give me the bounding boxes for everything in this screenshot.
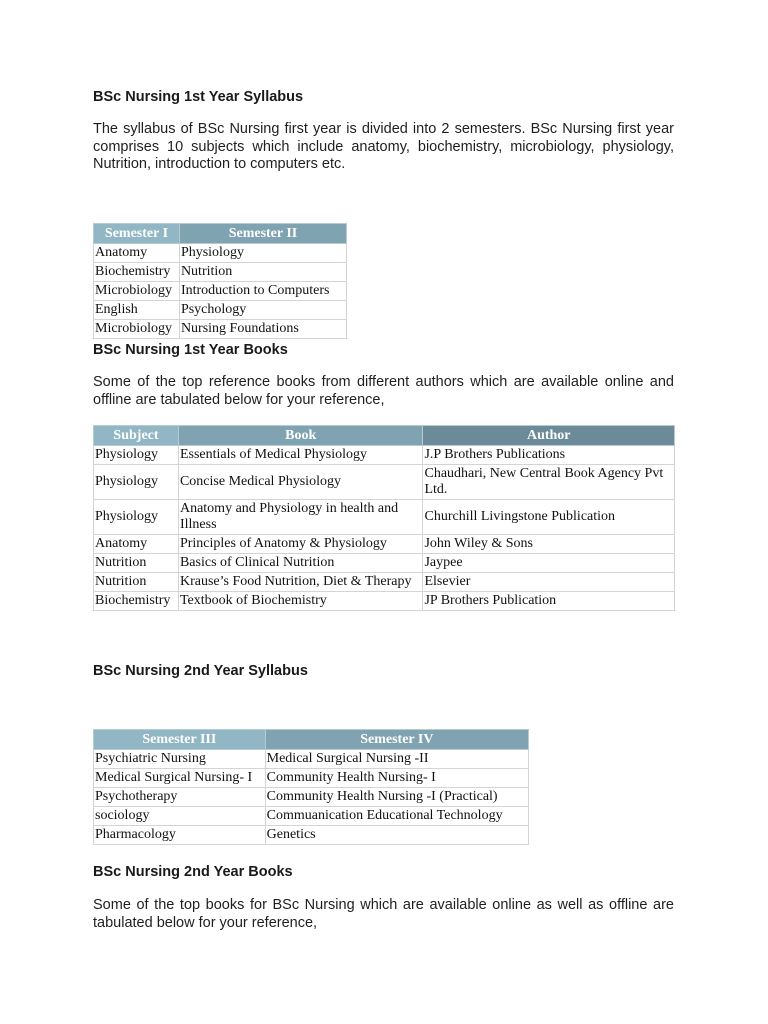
table-cell: Introduction to Computers — [179, 282, 346, 301]
table-row — [94, 244, 347, 263]
table-header-row — [94, 426, 675, 446]
table-cell: Anatomy — [94, 535, 179, 554]
table-cell: sociology — [94, 807, 266, 826]
table-cell: Microbiology — [94, 282, 180, 301]
table-cell: Jaypee — [423, 554, 675, 573]
column-header: Semester II — [179, 224, 346, 244]
table-cell: JP Brothers Publication — [423, 592, 675, 611]
table-cell: Physiology — [94, 446, 179, 465]
table-cell: Essentials of Medical Physiology — [178, 446, 423, 465]
table-row — [94, 807, 529, 826]
table-header-row — [94, 730, 529, 750]
heading-1st-year-books: BSc Nursing 1st Year Books — [93, 342, 288, 358]
table-cell: Medical Surgical Nursing- I — [94, 769, 266, 788]
paragraph-1st-year-books: Some of the top reference books from different authors which are available online and offline are tabulated below for your reference, — [93, 374, 674, 408]
table-row — [94, 750, 529, 769]
table-row — [94, 826, 529, 845]
table-cell: J.P Brothers Publications — [423, 446, 675, 465]
column-header: Book — [178, 426, 423, 446]
table-1st-year-books — [93, 425, 675, 611]
column-header: Subject — [94, 426, 179, 446]
table-cell: Concise Medical Physiology — [178, 465, 423, 500]
table-cell: Nutrition — [94, 554, 179, 573]
table-row — [94, 573, 675, 592]
table-cell: Psychology — [179, 301, 346, 320]
table-cell: Textbook of Biochemistry — [178, 592, 423, 611]
table-cell: Physiology — [94, 465, 179, 500]
column-header: Semester IV — [265, 730, 528, 750]
table-cell: Commuanication Educational Technology — [265, 807, 528, 826]
table-cell: Nursing Foundations — [179, 320, 346, 339]
table-cell: Community Health Nursing- I — [265, 769, 528, 788]
table-cell: Community Health Nursing -I (Practical) — [265, 788, 528, 807]
paragraph-1st-year-syllabus: The syllabus of BSc Nursing first year is divided into 2 semesters. BSc Nursing first year comprises 10 subjects which include anatomy, biochemistry, microbiology, physiology, Nutrition, introduction to computers etc. — [93, 121, 674, 172]
table-row — [94, 788, 529, 807]
table-cell: Nutrition — [179, 263, 346, 282]
table-cell: Physiology — [94, 500, 179, 535]
heading-2nd-year-books: BSc Nursing 2nd Year Books — [93, 864, 293, 880]
table-header-row — [94, 224, 347, 244]
table-cell: Basics of Clinical Nutrition — [178, 554, 423, 573]
table-cell: Medical Surgical Nursing -II — [265, 750, 528, 769]
table-row — [94, 535, 675, 554]
table-row — [94, 465, 675, 500]
table-cell: Chaudhari, New Central Book Agency Pvt Ltd. — [423, 465, 675, 500]
column-header: Semester III — [94, 730, 266, 750]
table-cell: Nutrition — [94, 573, 179, 592]
table-row — [94, 769, 529, 788]
table-row — [94, 282, 347, 301]
table-cell: Anatomy — [94, 244, 180, 263]
paragraph-2nd-year-books: Some of the top books for BSc Nursing which are available online as well as offline are tabulated below for your reference, — [93, 897, 674, 931]
table-cell: John Wiley & Sons — [423, 535, 675, 554]
table-cell: Psychiatric Nursing — [94, 750, 266, 769]
table-cell: Elsevier — [423, 573, 675, 592]
table-cell: Principles of Anatomy & Physiology — [178, 535, 423, 554]
heading-2nd-year-syllabus: BSc Nursing 2nd Year Syllabus — [93, 663, 308, 679]
table-cell: Krause’s Food Nutrition, Diet & Therapy — [178, 573, 423, 592]
table-row — [94, 446, 675, 465]
table-cell: English — [94, 301, 180, 320]
table-cell: Physiology — [179, 244, 346, 263]
table-row — [94, 500, 675, 535]
table-row — [94, 554, 675, 573]
table-cell: Biochemistry — [94, 592, 179, 611]
table-row — [94, 592, 675, 611]
table-cell: Pharmacology — [94, 826, 266, 845]
table-1st-year-semesters — [93, 223, 347, 339]
table-cell: Psychotherapy — [94, 788, 266, 807]
table-cell: Churchill Livingstone Publication — [423, 500, 675, 535]
table-cell: Genetics — [265, 826, 528, 845]
table-cell: Anatomy and Physiology in health and Illness — [178, 500, 423, 535]
heading-1st-year-syllabus: BSc Nursing 1st Year Syllabus — [93, 89, 304, 105]
table-cell: Biochemistry — [94, 263, 180, 282]
table-cell: Microbiology — [94, 320, 180, 339]
table-2nd-year-semesters — [93, 729, 529, 845]
table-row — [94, 263, 347, 282]
table-row — [94, 301, 347, 320]
column-header: Author — [423, 426, 675, 446]
column-header: Semester I — [94, 224, 180, 244]
table-row — [94, 320, 347, 339]
